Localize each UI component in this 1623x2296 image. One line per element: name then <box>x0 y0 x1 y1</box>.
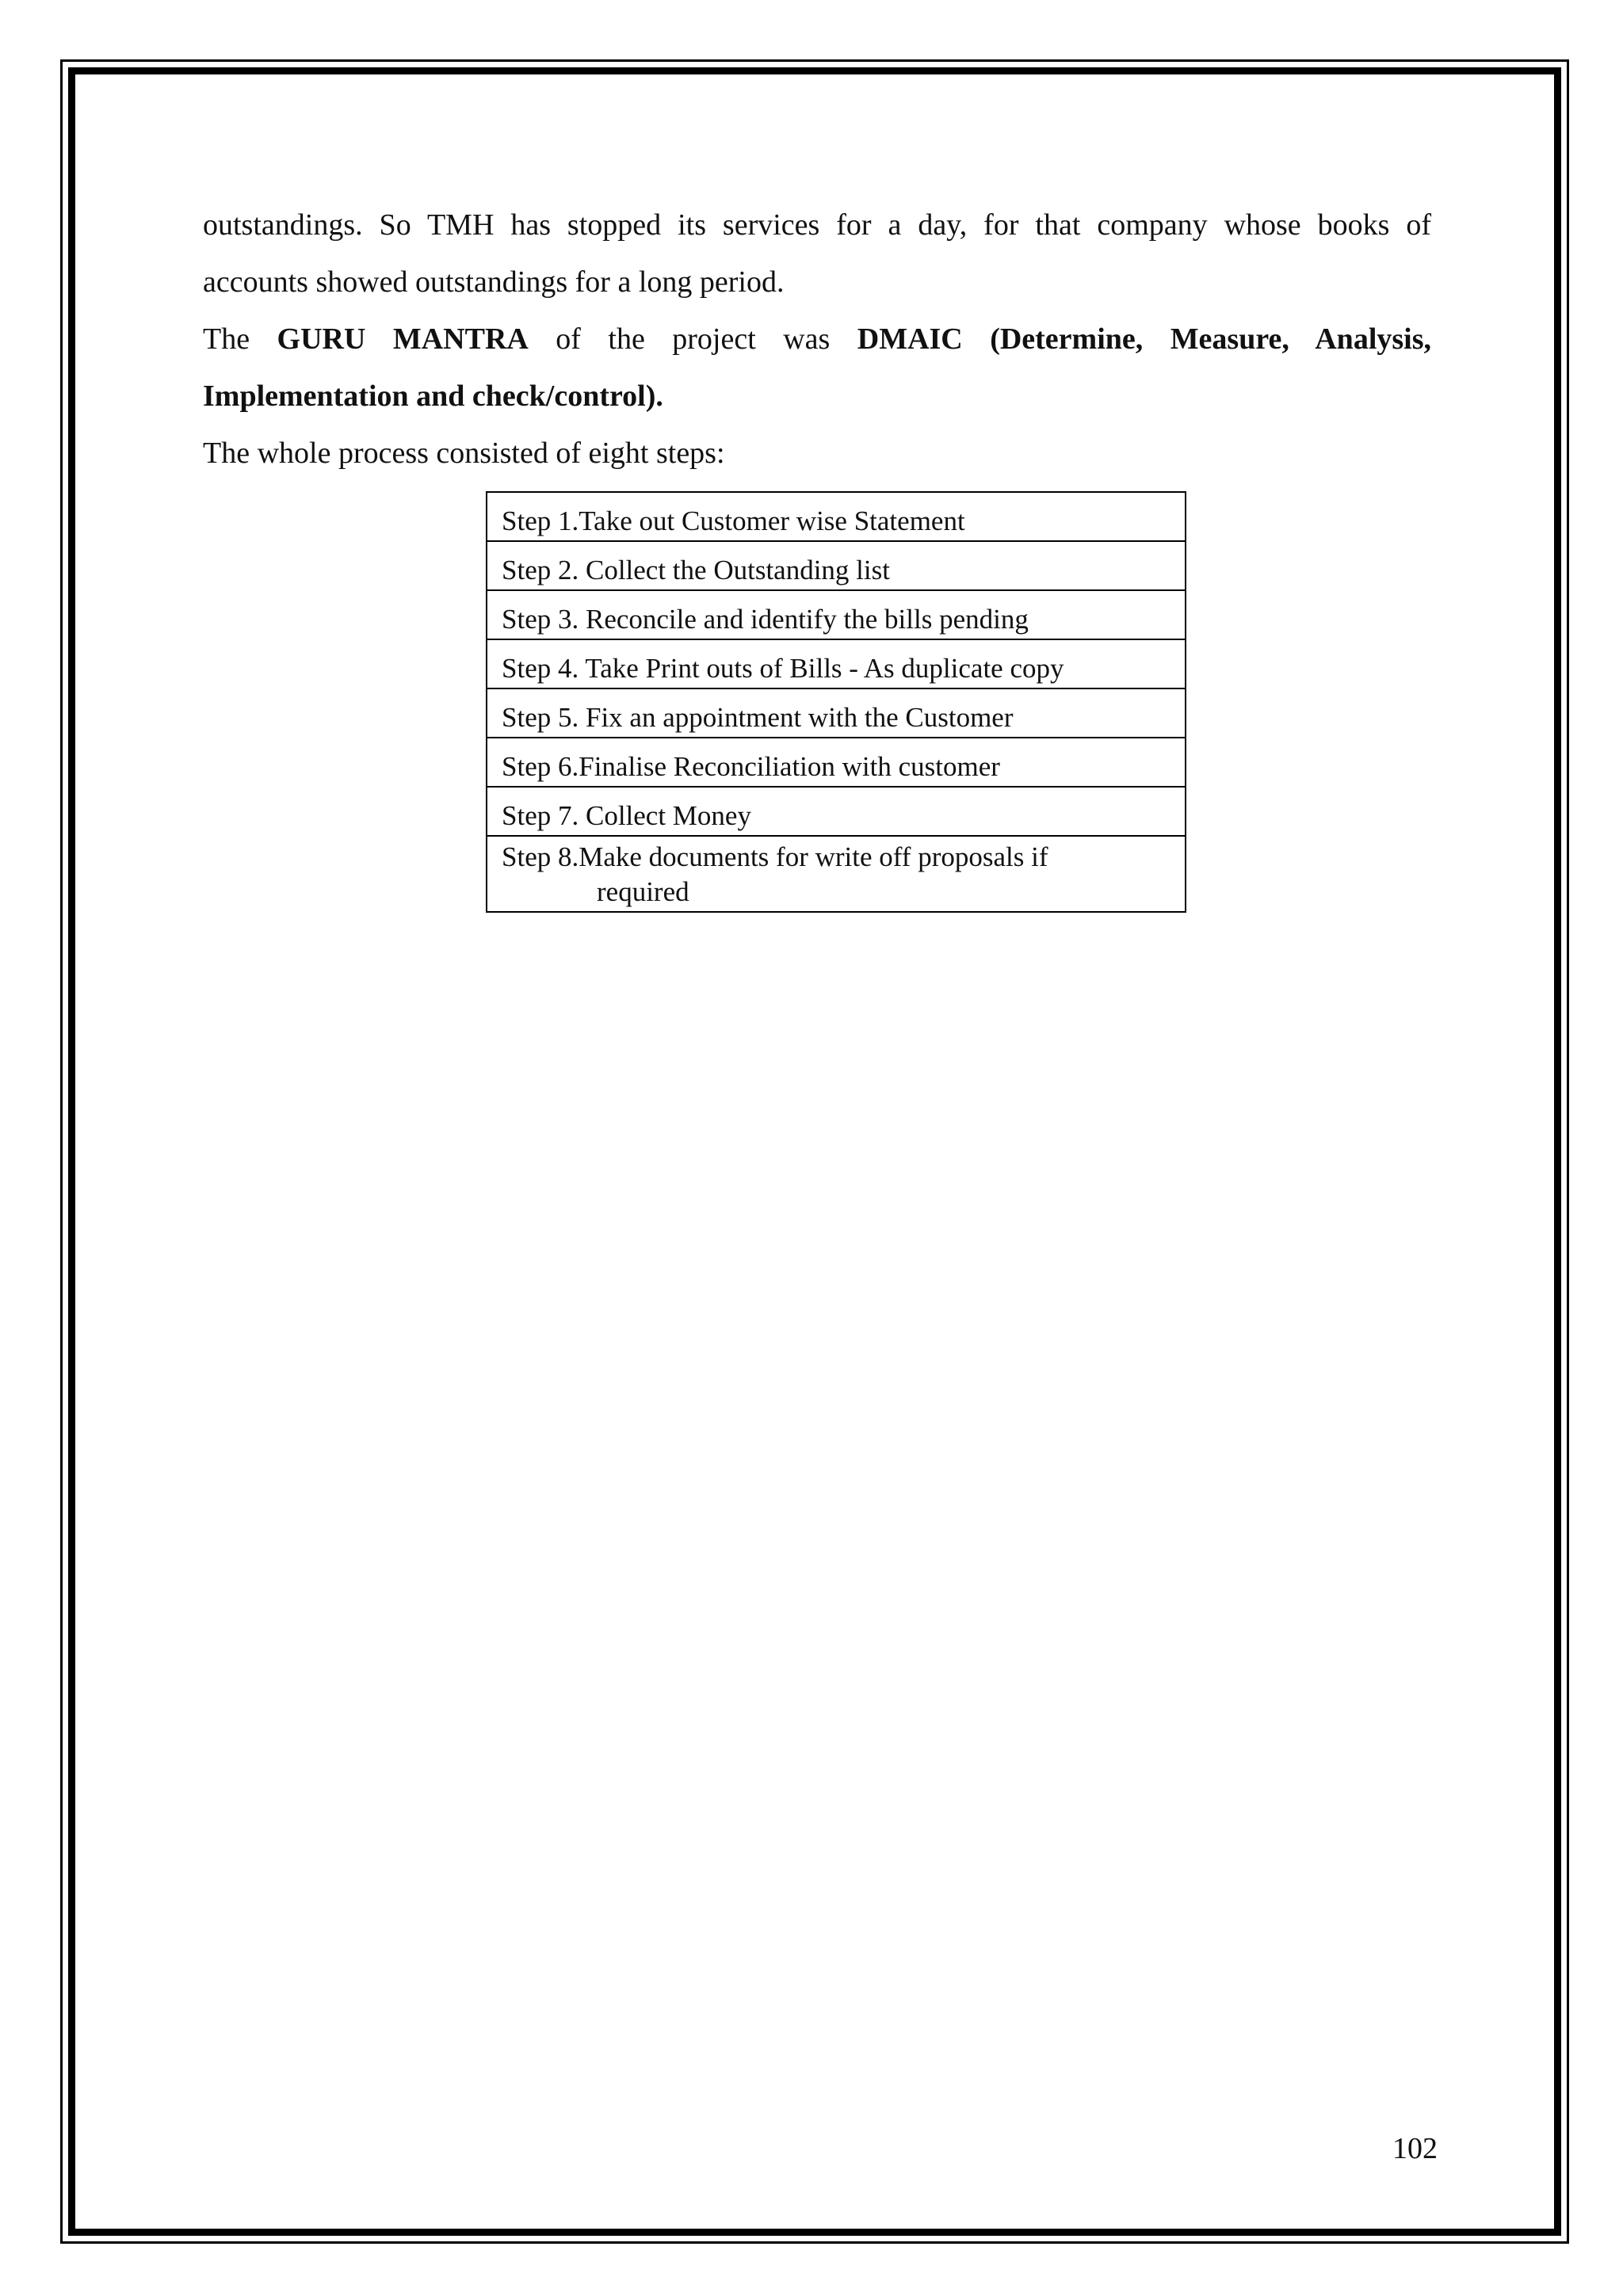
step-8-line-2: required <box>597 876 689 907</box>
dmaic-continuation-text: Implementation and check/control). <box>203 379 663 413</box>
table-row <box>487 787 1186 836</box>
table-row <box>487 738 1186 787</box>
paragraph-2-mid: of the project was <box>556 322 831 356</box>
paragraph-2-line-1 <box>203 311 1431 368</box>
paragraph-2-the: The <box>203 322 250 356</box>
table-row <box>487 492 1186 541</box>
step-8-line-1: Step 8.Make documents for write off proposals if <box>502 841 1048 872</box>
paragraph-3: The whole process consisted of eight steps: <box>203 437 725 470</box>
table-row <box>487 541 1186 590</box>
table-row <box>487 639 1186 688</box>
guru-mantra-text: GURU MANTRA <box>277 322 529 356</box>
step-cell-3: Step 3. Reconcile and identify the bills pending <box>487 590 1186 639</box>
step-cell-1: Step 1.Take out Customer wise Statement <box>487 492 1186 541</box>
step-cell-8 <box>487 836 1186 912</box>
step-cell-6: Step 6.Finalise Reconciliation with customer <box>487 738 1186 787</box>
step-cell-7: Step 7. Collect Money <box>487 787 1186 836</box>
paragraph-2-line-2 <box>203 368 1431 425</box>
table-row <box>487 590 1186 639</box>
table-row <box>487 688 1186 738</box>
step-cell-2: Step 2. Collect the Outstanding list <box>487 541 1186 590</box>
steps-table <box>486 491 1186 913</box>
dmaic-text: DMAIC (Determine, Measure, Analysis, <box>857 322 1432 356</box>
paragraph-1-line-2: accounts showed outstandings for a long period. <box>203 265 785 299</box>
step-cell-4: Step 4. Take Print outs of Bills - As duplicate copy <box>487 639 1186 688</box>
page-number: 102 <box>1392 2132 1438 2165</box>
step-cell-5: Step 5. Fix an appointment with the Customer <box>487 688 1186 738</box>
table-row <box>487 836 1186 912</box>
document-body <box>203 196 1431 482</box>
paragraph-1-line-1: outstandings. So TMH has stopped its services for a day, for that company whose books of <box>203 208 1431 242</box>
